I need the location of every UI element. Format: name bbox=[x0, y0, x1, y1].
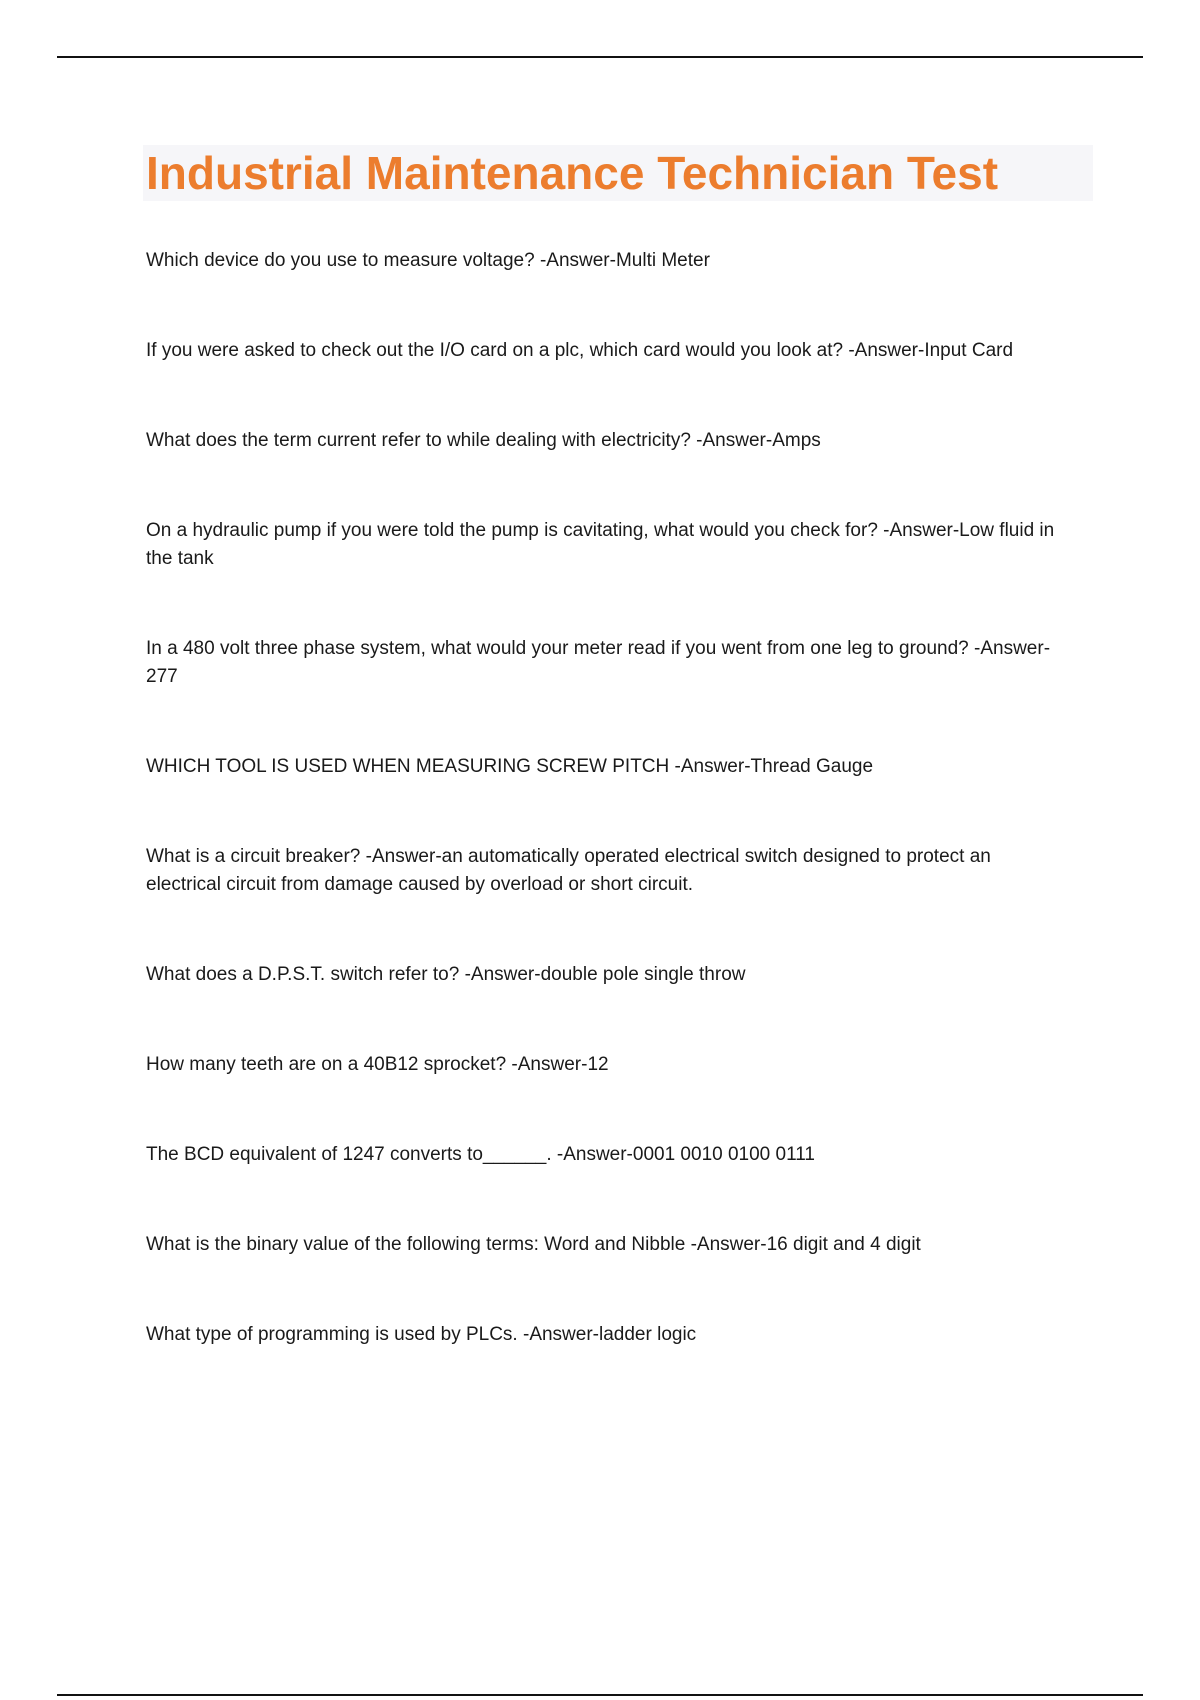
qa-item-7: What is a circuit breaker? -Answer-an automatically operated electrical switch designed to protect an electrical circuit from damage caused by overload or short circuit. bbox=[146, 846, 991, 895]
qa-item-12: What type of programming is used by PLCs. -Answer-ladder logic bbox=[146, 1324, 697, 1345]
top-rule bbox=[57, 56, 1143, 58]
qa-item-1: Which device do you use to measure voltage? -Answer-Multi Meter bbox=[146, 250, 710, 271]
bottom-rule bbox=[57, 1694, 1143, 1696]
document-title: Industrial Maintenance Technician Test bbox=[146, 147, 999, 199]
question-answer-list bbox=[146, 247, 1071, 1411]
qa-item-11: What is the binary value of the following terms: Word and Nibble -Answer-16 digit and 4 digit bbox=[146, 1234, 921, 1255]
qa-item-2: If you were asked to check out the I/O card on a plc, which card would you look at? -Answer-Input Card bbox=[146, 340, 1014, 361]
qa-item-6: WHICH TOOL IS USED WHEN MEASURING SCREW PITCH -Answer-Thread Gauge bbox=[146, 756, 874, 777]
qa-item-8: What does a D.P.S.T. switch refer to? -Answer-double pole single throw bbox=[146, 964, 746, 985]
qa-item-9: How many teeth are on a 40B12 sprocket? -Answer-12 bbox=[146, 1054, 609, 1075]
qa-item-3: What does the term current refer to while dealing with electricity? -Answer-Amps bbox=[146, 430, 821, 451]
qa-item-10: The BCD equivalent of 1247 converts to______. -Answer-0001 0010 0100 0111 bbox=[146, 1144, 815, 1165]
qa-item-5: In a 480 volt three phase system, what would your meter read if you went from one leg to ground? -Answer-277 bbox=[146, 638, 1051, 687]
qa-item-4: On a hydraulic pump if you were told the pump is cavitating, what would you check for? -Answer-Low fluid in the tank bbox=[146, 520, 1055, 569]
